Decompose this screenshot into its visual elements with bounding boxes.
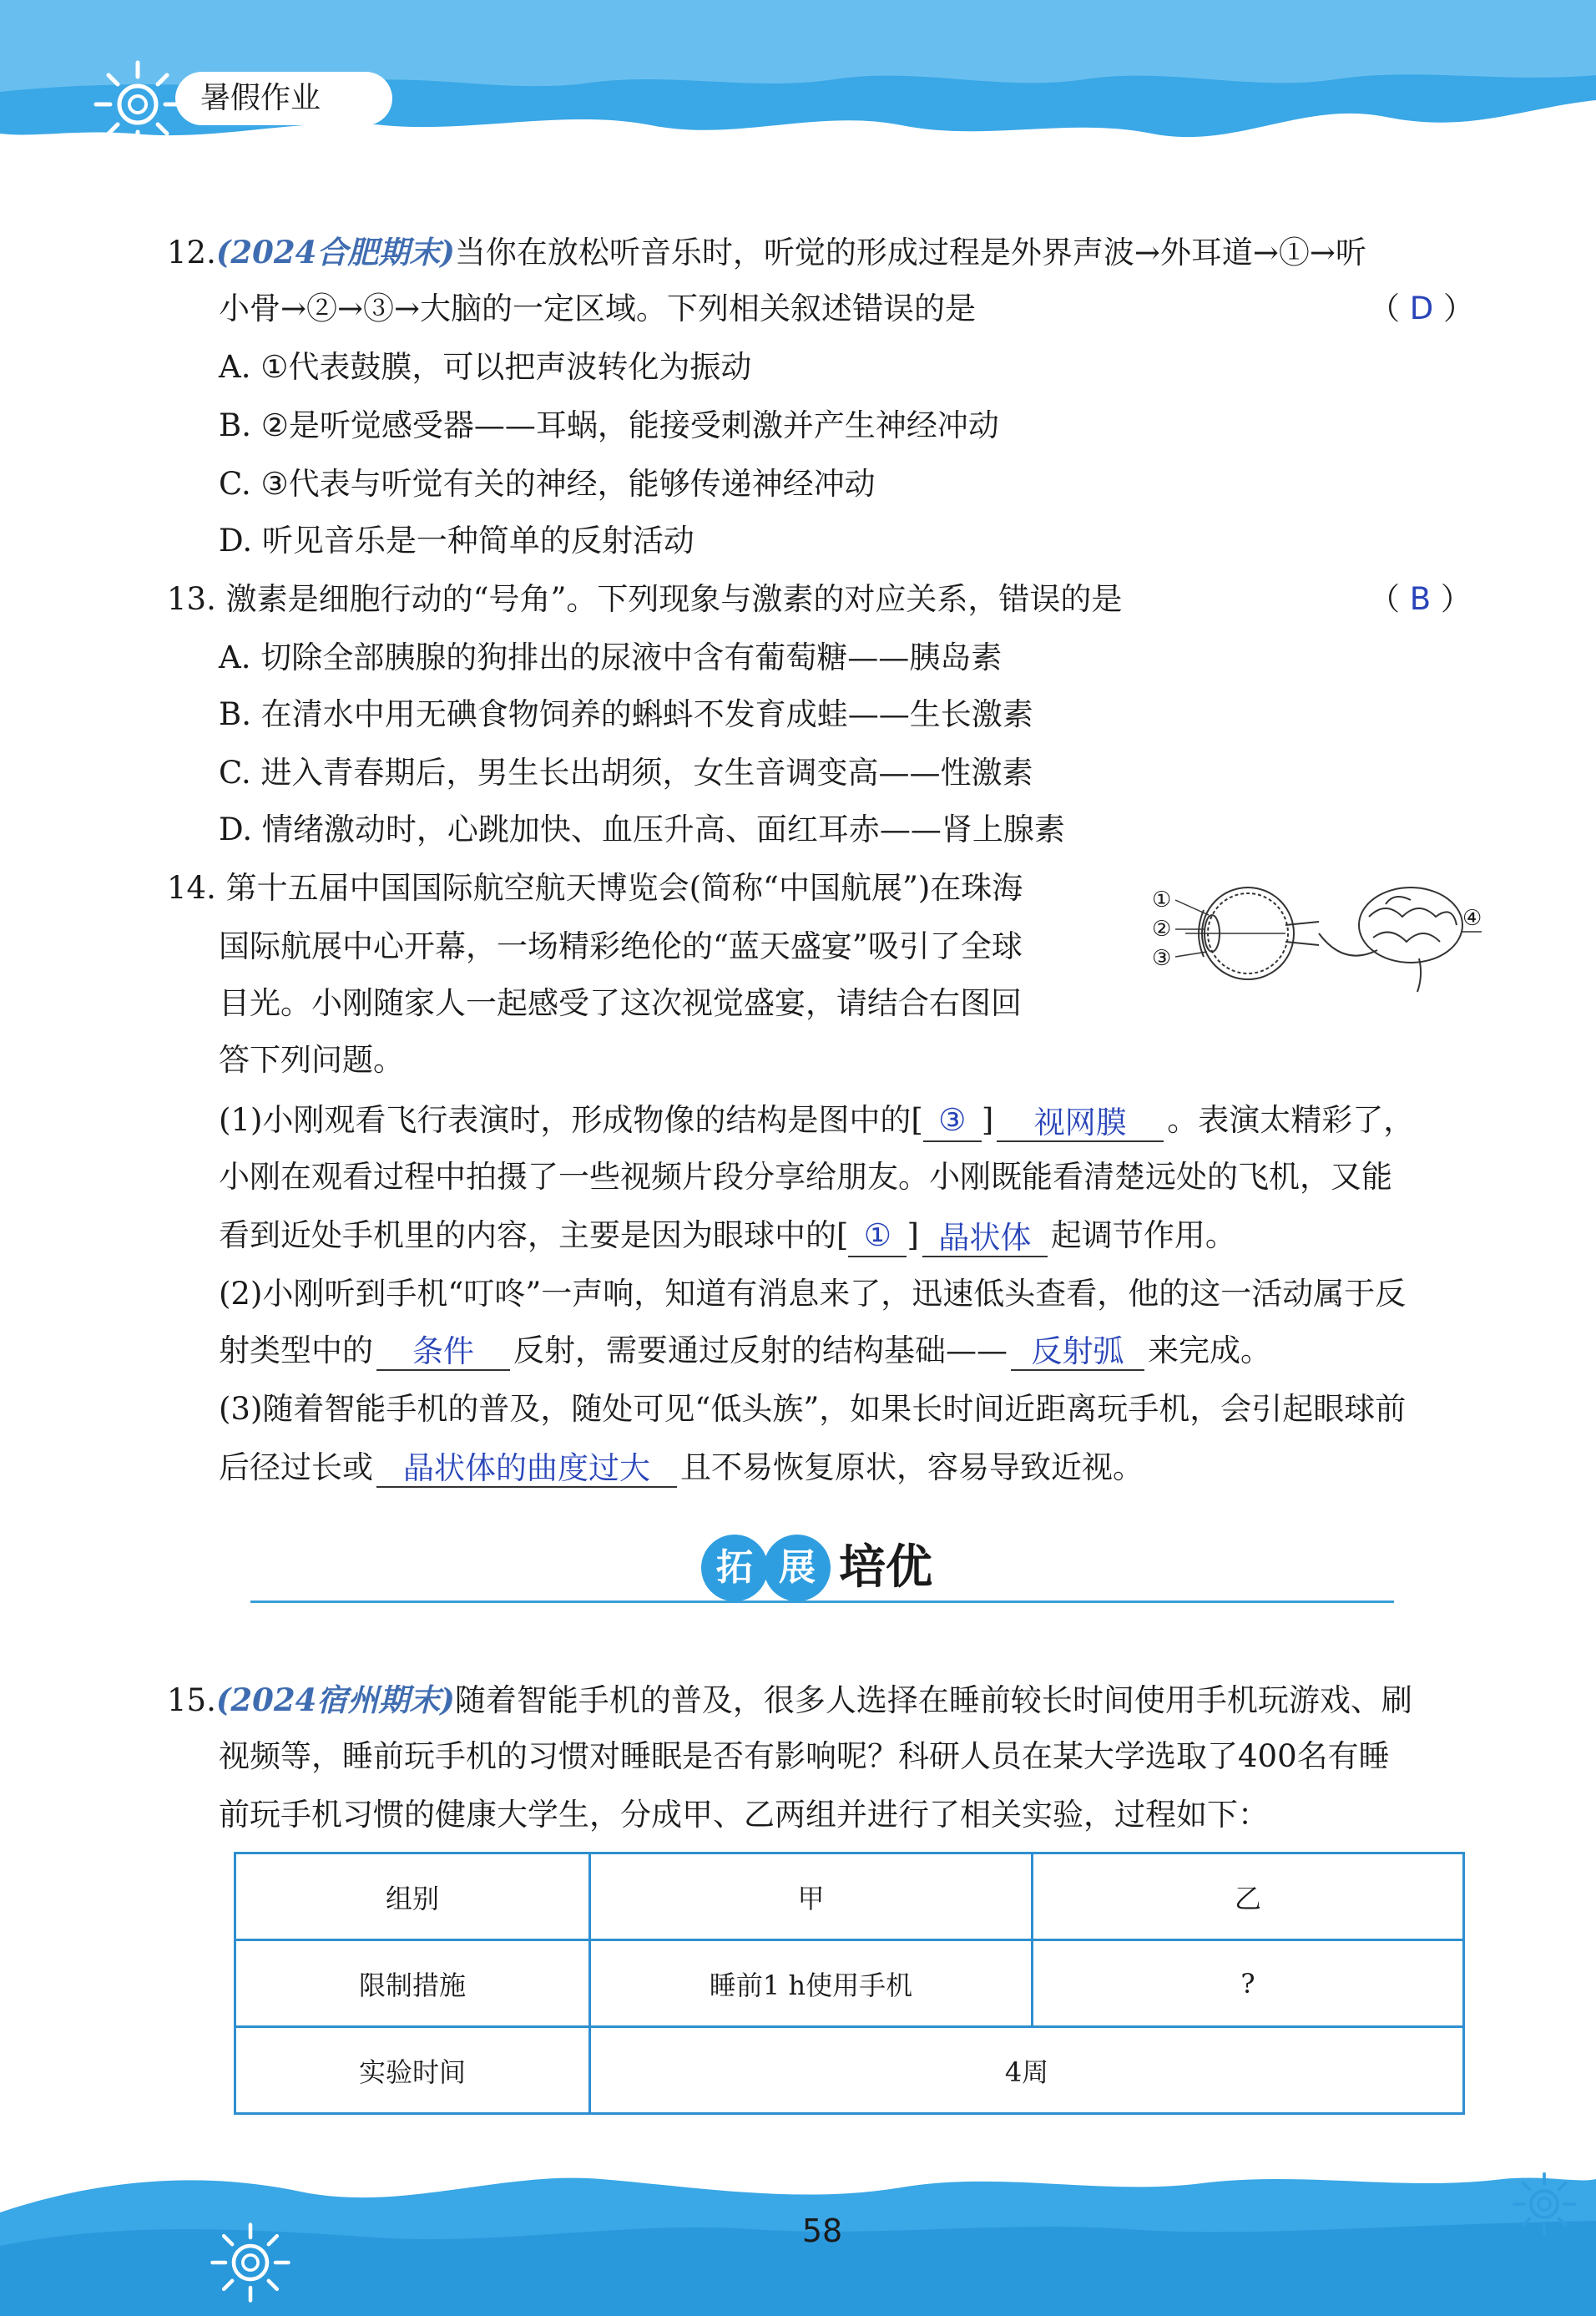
q14-p3-answer: 晶状体的曲度过大 [376,1451,677,1488]
table-row [235,2027,1464,2114]
q12-option-c: C. ③代表与听觉有关的神经，能够传递神经冲动 [219,466,876,502]
table-cell: 乙 [1033,1853,1464,1940]
sun-icon [92,58,184,150]
eye-brain-figure [1152,858,1486,1004]
table-cell: 4周 [590,2027,1464,2114]
table-cell: 实验时间 [235,2027,590,2114]
q14-part2-line1: (2)小刚听到手机“叮咚”一声响，知道有消息来了，迅速低头查看，他的这一活动属于反 [219,1276,1407,1312]
q14-part1-line2: 小刚在观看过程中拍摄了一些视频片段分享给朋友。小刚既能看清楚远处的飞机，又能 [219,1159,1392,1195]
q13-stem: 13. 激素是细胞行动的“号角”。下列现象与激素的对应关系，错误的是 [167,581,1123,617]
table-row [235,1853,1464,1940]
q14-p1-line3-a: 看到近处手机里的内容，主要是因为眼球中的[ [219,1217,849,1253]
q14-p2-answer1: 条件 [376,1334,510,1371]
q14-p2-answer2: 反射弧 [1011,1334,1144,1371]
table-cell: 组别 [235,1853,590,1940]
q14-stem-line3: 目光。小刚随家人一起感受了这次视觉盛宴，请结合右图回 [219,985,1022,1021]
q14-p1-line3-b: ] [907,1217,919,1253]
q15-number: 15. [167,1682,216,1718]
figure-label-4: ④ [1462,906,1482,931]
q14-p2-text-a: 射类型中的 [219,1332,373,1368]
q14-p2-text-c: 来完成。 [1148,1332,1271,1368]
brain-diagram [1359,887,1462,992]
q14-p2-text-b: 反射，需要通过反射的结构基础—— [513,1332,1008,1368]
q13-option-a: A. 切除全部胰腺的狗排出的尿液中含有葡萄糖——胰岛素 [219,640,1003,675]
q12-option-a: A. ①代表鼓膜，可以把声波转化为振动 [219,349,752,385]
q13-option-b: B. 在清水中用无碘食物饲养的蝌蚪不发育成蛙——生长激素 [219,696,1033,732]
q14-p1-answer-name2: 晶状体 [922,1221,1048,1257]
table-cell: 甲 [590,1853,1033,1940]
q12-stem-line2: 小骨→②→③→大脑的一定区域。下列相关叙述错误的是 [219,291,977,326]
q12-number: 12. [167,235,216,271]
eye-diagram [1185,887,1377,979]
q14-p1-answer-number: ③ [923,1100,982,1142]
q14-p1-answer-number2: ① [848,1216,907,1257]
q14-p1-line3-c: 起调节作用。 [1050,1217,1236,1253]
q14-part1-line1 [219,1100,1414,1142]
q13-answer: B [1409,581,1432,617]
q12-option-d: D. 听见音乐是一种简单的反射活动 [219,523,694,559]
q14-stem-line2: 国际航展中心开幕，一场精彩绝伦的“蓝天盛宴”吸引了全球 [219,928,1023,964]
q14-p3-text-b: 且不易恢复原状，容易导致近视。 [680,1449,1144,1485]
table-cell: ? [1033,1940,1464,2027]
figure-label-3: ③ [1152,946,1172,971]
section-badge-1: 拓 [701,1535,768,1601]
section-title: 培优 [839,1540,932,1595]
q14-stem-line1: 14. 第十五届中国国际航空航天博览会(简称“中国航展”)在珠海 [167,870,1023,906]
q14-part2-line2 [219,1331,1271,1371]
q15-stem-line2: 视频等，睡前玩手机的习惯对睡眠是否有影响呢？科研人员在某大学选取了400名有睡 [219,1738,1390,1774]
q12-answer: D [1409,291,1434,326]
q13-option-d: D. 情绪激动时，心跳加快、血压升高、面红耳赤——肾上腺素 [219,812,1065,847]
q12-stem-line1: 当你在放松听音乐时，听觉的形成过程是外界声波→外耳道→①→听 [454,235,1366,271]
q14-p1-text-c: 。表演太精彩了， [1167,1102,1415,1138]
sun-icon [209,2221,292,2304]
q13-option-c: C. 进入青春期后，男生长出胡须，女生音调变高——性激素 [219,755,1033,791]
q12-answer-bracket: （ D ） [1369,291,1475,326]
sun-icon [1511,2171,1578,2238]
section-divider [250,1600,1394,1603]
table-row [235,1940,1464,2027]
q14-p1-text-a: (1)小刚观看飞行表演时，形成物像的结构是图中的[ [219,1102,923,1138]
q14-part1-line3 [219,1216,1236,1257]
table-cell: 限制措施 [235,1940,590,2027]
q14-p1-answer-name: 视网膜 [997,1105,1164,1142]
table-cell: 睡前1 h使用手机 [590,1940,1033,2027]
q14-stem-line4: 答下列问题。 [219,1042,404,1078]
q15-stem-line3: 前玩手机习惯的健康大学生，分成甲、乙两组并进行了相关实验，过程如下： [219,1797,1269,1833]
q13-answer-bracket: （ B ） [1369,581,1472,617]
q14-part3-line2 [219,1448,1144,1488]
section-badge-2: 展 [764,1535,831,1601]
homework-tag: 暑假作业 [175,72,392,125]
q15-stem-line1: 随着智能手机的普及，很多人选择在睡前较长时间使用手机玩游戏、刷 [454,1682,1412,1718]
q14-p1-text-b: ] [981,1102,994,1138]
page-number: 58 [801,2212,843,2249]
figure-label-2: ② [1152,917,1172,942]
q14-part3-line1: (3)随着智能手机的普及，随处可见“低头族”，如果长时间近距离玩手机，会引起眼球前 [219,1391,1407,1427]
figure-label-1: ① [1152,887,1172,913]
q12-source: (2024合肥期末) [215,234,455,271]
q14-p3-text-a: 后径过长或 [219,1449,373,1485]
q15-source: (2024宿州期末) [215,1681,455,1718]
q12-option-b: B. ②是听觉感受器——耳蜗，能接受刺激并产生神经冲动 [219,407,999,443]
experiment-table [234,1852,1465,2115]
